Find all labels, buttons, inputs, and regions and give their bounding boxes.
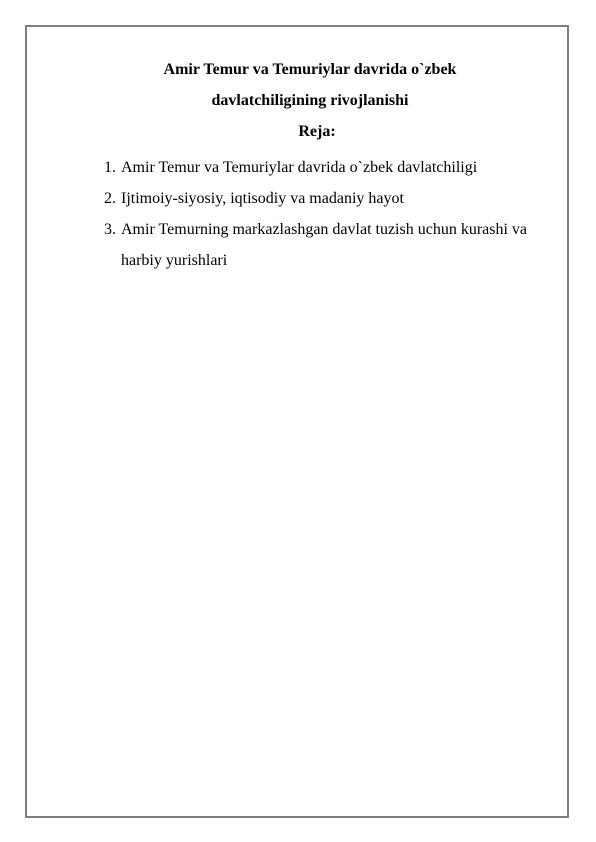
plan-item-text: Amir Temurning markazlashgan davlat tuzish uchun kurashi va harbiy yurishlari — [121, 221, 528, 269]
plan-item-number: 2. — [104, 190, 116, 207]
plan-item-1 — [104, 152, 544, 183]
plan-heading: Reja: — [298, 123, 336, 140]
plan-item-number: 3. — [104, 221, 116, 238]
plan-item-text: Ijtimoiy-siyosiy, iqtisodiy va madaniy hayot — [121, 190, 404, 207]
document-title-line-2: davlatchiligining rivojlanishi — [211, 92, 409, 109]
plan-item-number: 1. — [104, 159, 116, 176]
plan-list — [104, 152, 544, 276]
page-border — [25, 25, 569, 818]
plan-item-2 — [104, 183, 544, 214]
plan-item-3 — [104, 214, 544, 276]
plan-item-text: Amir Temur va Temuriylar davrida o`zbek davlatchiligi — [121, 159, 478, 176]
document-title-line-1: Amir Temur va Temuriylar davrida o`zbek — [163, 61, 457, 78]
